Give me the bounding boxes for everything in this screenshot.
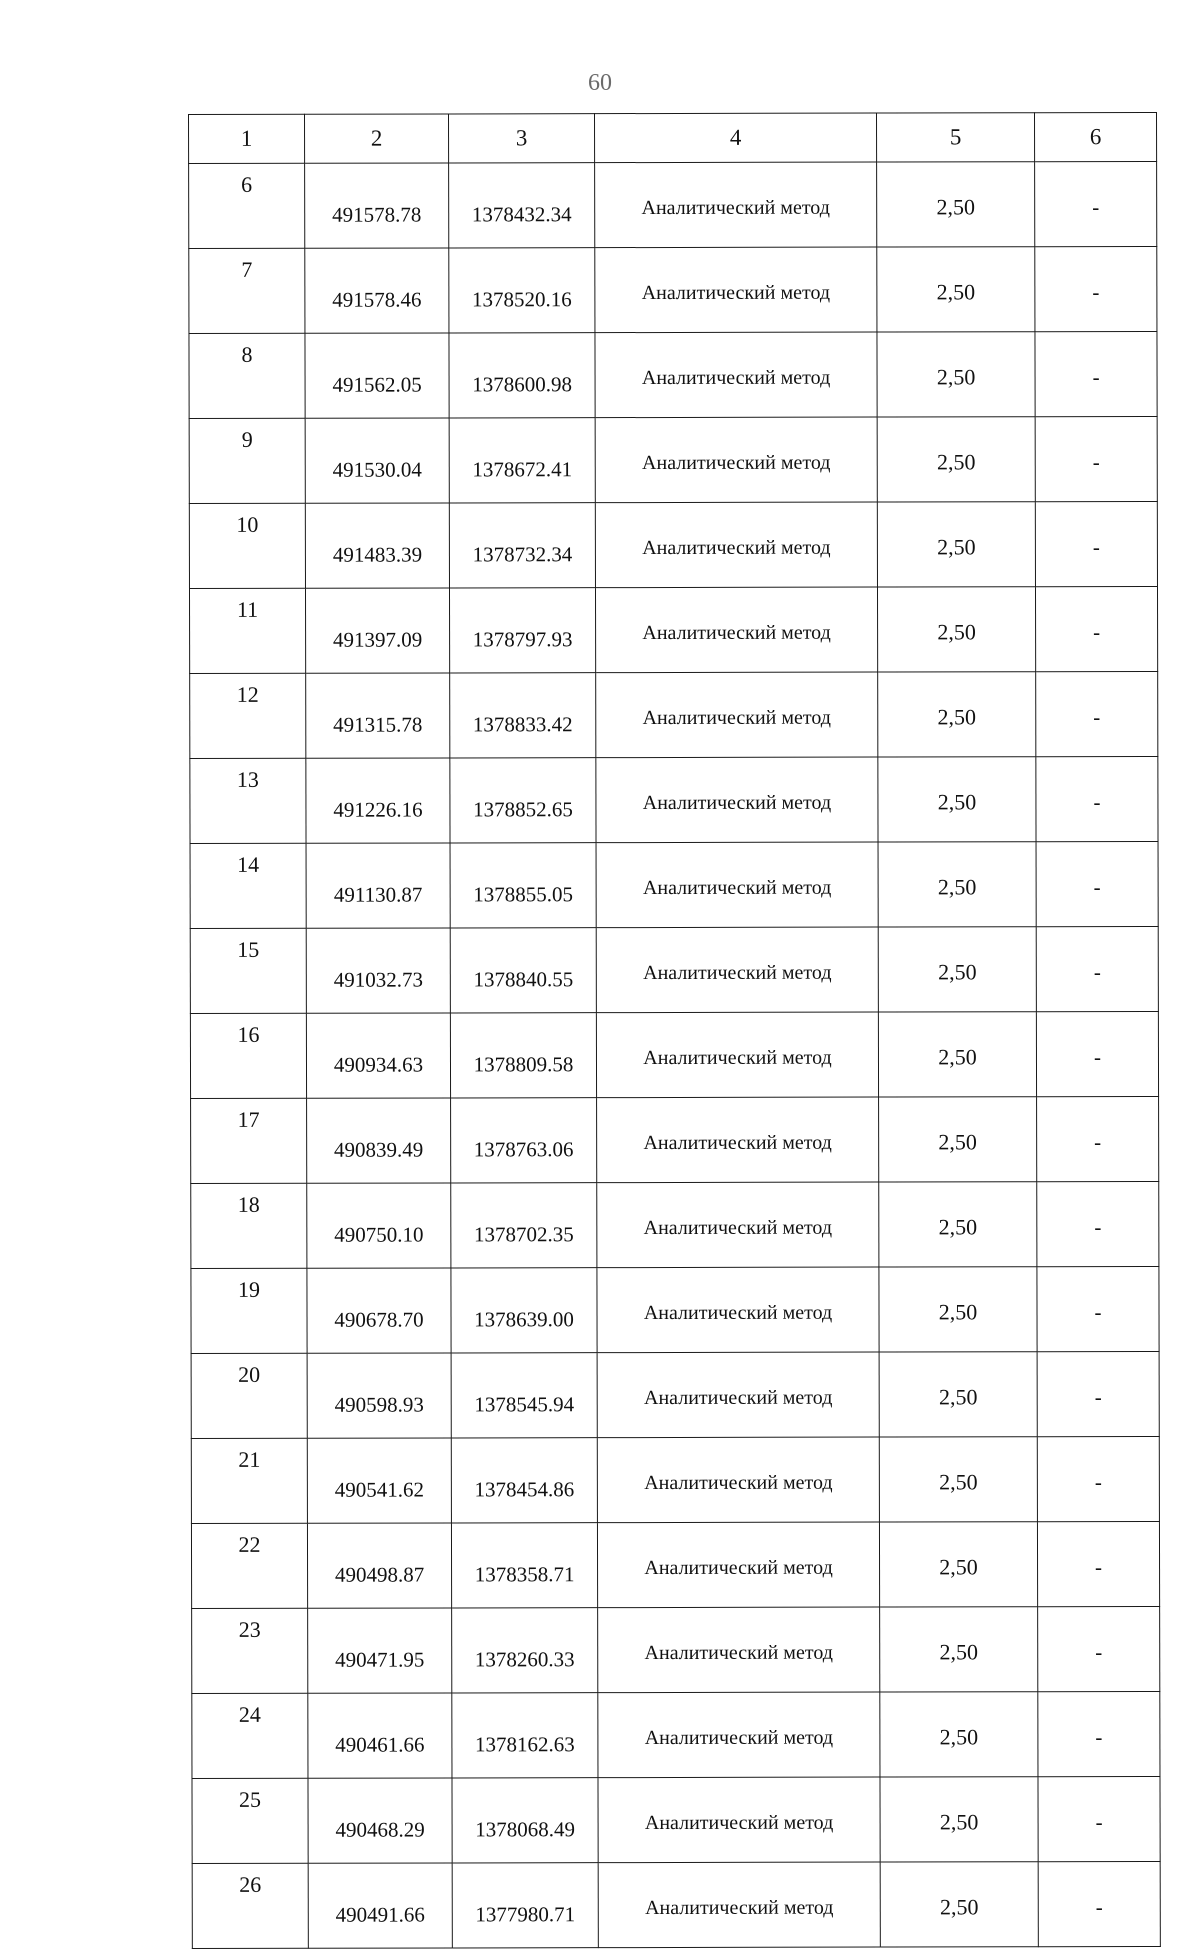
x-coordinate-cell: 490934.63 [306, 1013, 450, 1098]
accuracy-cell: 2,50 [877, 162, 1035, 247]
note-cell: - [1036, 671, 1158, 756]
note-cell: - [1037, 1096, 1159, 1181]
note-cell: - [1038, 1691, 1160, 1776]
accuracy-cell: 2,50 [878, 757, 1036, 842]
note-cell: - [1035, 501, 1157, 586]
point-number-cell: 16 [190, 1013, 306, 1098]
method-cell: Аналитический метод [595, 162, 877, 248]
point-number-cell: 13 [190, 758, 306, 843]
point-number-cell: 6 [189, 163, 305, 248]
point-number-cell: 11 [189, 588, 305, 673]
method-cell: Аналитический метод [595, 247, 877, 333]
y-coordinate-cell: 1378809.58 [450, 1013, 596, 1098]
note-cell: - [1038, 1606, 1160, 1691]
point-number-cell: 18 [191, 1183, 307, 1268]
page-number: 60 [588, 70, 612, 96]
point-number-cell: 14 [190, 843, 306, 928]
accuracy-cell: 2,50 [877, 502, 1035, 587]
note-cell: - [1035, 416, 1157, 501]
note-cell: - [1038, 1861, 1160, 1946]
y-coordinate-cell: 1378260.33 [452, 1608, 598, 1693]
table-row [192, 1606, 1160, 1693]
method-cell: Аналитический метод [597, 1182, 879, 1268]
point-number-cell: 22 [191, 1523, 307, 1608]
x-coordinate-cell: 491578.46 [305, 248, 449, 333]
x-coordinate-cell: 490468.29 [308, 1778, 452, 1863]
accuracy-cell: 2,50 [880, 1607, 1038, 1692]
note-cell: - [1037, 1521, 1159, 1606]
table-row [192, 1861, 1160, 1948]
note-cell: - [1036, 756, 1158, 841]
header-col-2: 2 [305, 114, 449, 163]
accuracy-cell: 2,50 [878, 1012, 1036, 1097]
x-coordinate-cell: 491562.05 [305, 333, 449, 418]
x-coordinate-cell: 490498.87 [307, 1523, 451, 1608]
accuracy-cell: 2,50 [879, 1522, 1037, 1607]
table-row [190, 926, 1158, 1013]
method-cell: Аналитический метод [596, 1012, 878, 1098]
point-number-cell: 25 [192, 1778, 308, 1863]
table-body [189, 161, 1161, 1948]
y-coordinate-cell: 1378833.42 [450, 673, 596, 758]
header-col-3: 3 [449, 114, 595, 163]
header-col-5: 5 [876, 113, 1034, 162]
x-coordinate-cell: 490471.95 [308, 1608, 452, 1693]
point-number-cell: 19 [191, 1268, 307, 1353]
table-row [191, 1181, 1159, 1268]
x-coordinate-cell: 490750.10 [307, 1183, 451, 1268]
header-row [189, 112, 1157, 163]
point-number-cell: 17 [191, 1098, 307, 1183]
method-cell: Аналитический метод [595, 502, 877, 588]
y-coordinate-cell: 1378068.49 [452, 1778, 598, 1863]
point-number-cell: 12 [190, 673, 306, 758]
note-cell: - [1036, 841, 1158, 926]
table-row [191, 1436, 1159, 1523]
header-col-4: 4 [595, 113, 877, 163]
y-coordinate-cell: 1378639.00 [451, 1268, 597, 1353]
method-cell: Аналитический метод [596, 672, 878, 758]
table-row [190, 1011, 1158, 1098]
x-coordinate-cell: 491315.78 [306, 673, 450, 758]
table-row [189, 586, 1157, 673]
y-coordinate-cell: 1378855.05 [450, 843, 596, 928]
method-cell: Аналитический метод [596, 757, 878, 843]
method-cell: Аналитический метод [597, 1352, 879, 1438]
table-row [189, 416, 1157, 503]
note-cell: - [1036, 926, 1158, 1011]
x-coordinate-cell: 490491.66 [308, 1863, 452, 1948]
x-coordinate-cell: 491578.78 [305, 163, 449, 248]
accuracy-cell: 2,50 [877, 247, 1035, 332]
note-cell: - [1037, 1436, 1159, 1521]
y-coordinate-cell: 1378852.65 [450, 758, 596, 843]
y-coordinate-cell: 1378732.34 [449, 503, 595, 588]
y-coordinate-cell: 1378763.06 [451, 1098, 597, 1183]
method-cell: Аналитический метод [597, 1267, 879, 1353]
note-cell: - [1035, 331, 1157, 416]
y-coordinate-cell: 1378545.94 [451, 1353, 597, 1438]
accuracy-cell: 2,50 [880, 1692, 1038, 1777]
y-coordinate-cell: 1378162.63 [452, 1693, 598, 1778]
coordinates-table [188, 112, 1161, 1949]
note-cell: - [1035, 586, 1157, 671]
method-cell: Аналитический метод [597, 1097, 879, 1183]
x-coordinate-cell: 490461.66 [308, 1693, 452, 1778]
note-cell: - [1035, 161, 1157, 246]
x-coordinate-cell: 490839.49 [307, 1098, 451, 1183]
table-row [189, 501, 1157, 588]
point-number-cell: 15 [190, 928, 306, 1013]
x-coordinate-cell: 491397.09 [305, 588, 449, 673]
accuracy-cell: 2,50 [879, 1097, 1037, 1182]
y-coordinate-cell: 1378358.71 [451, 1523, 597, 1608]
header-col-6: 6 [1034, 112, 1156, 161]
y-coordinate-cell: 1378797.93 [449, 588, 595, 673]
x-coordinate-cell: 491226.16 [306, 758, 450, 843]
point-number-cell: 10 [189, 503, 305, 588]
method-cell: Аналитический метод [597, 1437, 879, 1523]
table-row [191, 1266, 1159, 1353]
table-row [190, 756, 1158, 843]
note-cell: - [1037, 1181, 1159, 1266]
y-coordinate-cell: 1377980.71 [452, 1863, 598, 1948]
table-row [189, 161, 1157, 248]
note-cell: - [1037, 1266, 1159, 1351]
accuracy-cell: 2,50 [877, 417, 1035, 502]
method-cell: Аналитический метод [595, 332, 877, 418]
method-cell: Аналитический метод [596, 927, 878, 1013]
point-number-cell: 20 [191, 1353, 307, 1438]
table-row [190, 841, 1158, 928]
accuracy-cell: 2,50 [879, 1437, 1037, 1522]
point-number-cell: 9 [189, 418, 305, 503]
method-cell: Аналитический метод [596, 842, 878, 928]
table-row [191, 1351, 1159, 1438]
table-row [190, 671, 1158, 758]
method-cell: Аналитический метод [598, 1862, 880, 1948]
accuracy-cell: 2,50 [879, 1182, 1037, 1267]
point-number-cell: 21 [191, 1438, 307, 1523]
y-coordinate-cell: 1378702.35 [451, 1183, 597, 1268]
point-number-cell: 7 [189, 248, 305, 333]
header-col-1: 1 [189, 114, 305, 163]
accuracy-cell: 2,50 [878, 927, 1036, 1012]
table-row [191, 1096, 1159, 1183]
point-number-cell: 8 [189, 333, 305, 418]
table-row [191, 1521, 1159, 1608]
method-cell: Аналитический метод [595, 417, 877, 503]
table-row [189, 331, 1157, 418]
method-cell: Аналитический метод [597, 1522, 879, 1608]
note-cell: - [1037, 1351, 1159, 1436]
table-row [192, 1691, 1160, 1778]
accuracy-cell: 2,50 [879, 1267, 1037, 1352]
y-coordinate-cell: 1378454.86 [451, 1438, 597, 1523]
x-coordinate-cell: 491530.04 [305, 418, 449, 503]
point-number-cell: 23 [192, 1608, 308, 1693]
table-row [189, 246, 1157, 333]
y-coordinate-cell: 1378840.55 [450, 928, 596, 1013]
note-cell: - [1038, 1776, 1160, 1861]
accuracy-cell: 2,50 [878, 672, 1036, 757]
table-row [192, 1776, 1160, 1863]
accuracy-cell: 2,50 [877, 587, 1035, 672]
x-coordinate-cell: 490541.62 [307, 1438, 451, 1523]
accuracy-cell: 2,50 [880, 1777, 1038, 1862]
x-coordinate-cell: 490678.70 [307, 1268, 451, 1353]
x-coordinate-cell: 491130.87 [306, 843, 450, 928]
point-number-cell: 26 [192, 1863, 308, 1948]
method-cell: Аналитический метод [595, 587, 877, 673]
accuracy-cell: 2,50 [880, 1862, 1038, 1947]
y-coordinate-cell: 1378672.41 [449, 418, 595, 503]
x-coordinate-cell: 490598.93 [307, 1353, 451, 1438]
y-coordinate-cell: 1378432.34 [449, 163, 595, 248]
y-coordinate-cell: 1378520.16 [449, 248, 595, 333]
table-header [189, 112, 1157, 163]
accuracy-cell: 2,50 [877, 332, 1035, 417]
x-coordinate-cell: 491483.39 [305, 503, 449, 588]
x-coordinate-cell: 491032.73 [306, 928, 450, 1013]
point-number-cell: 24 [192, 1693, 308, 1778]
accuracy-cell: 2,50 [879, 1352, 1037, 1437]
method-cell: Аналитический метод [598, 1607, 880, 1693]
note-cell: - [1036, 1011, 1158, 1096]
method-cell: Аналитический метод [598, 1777, 880, 1863]
y-coordinate-cell: 1378600.98 [449, 333, 595, 418]
note-cell: - [1035, 246, 1157, 331]
accuracy-cell: 2,50 [878, 842, 1036, 927]
method-cell: Аналитический метод [598, 1692, 880, 1778]
